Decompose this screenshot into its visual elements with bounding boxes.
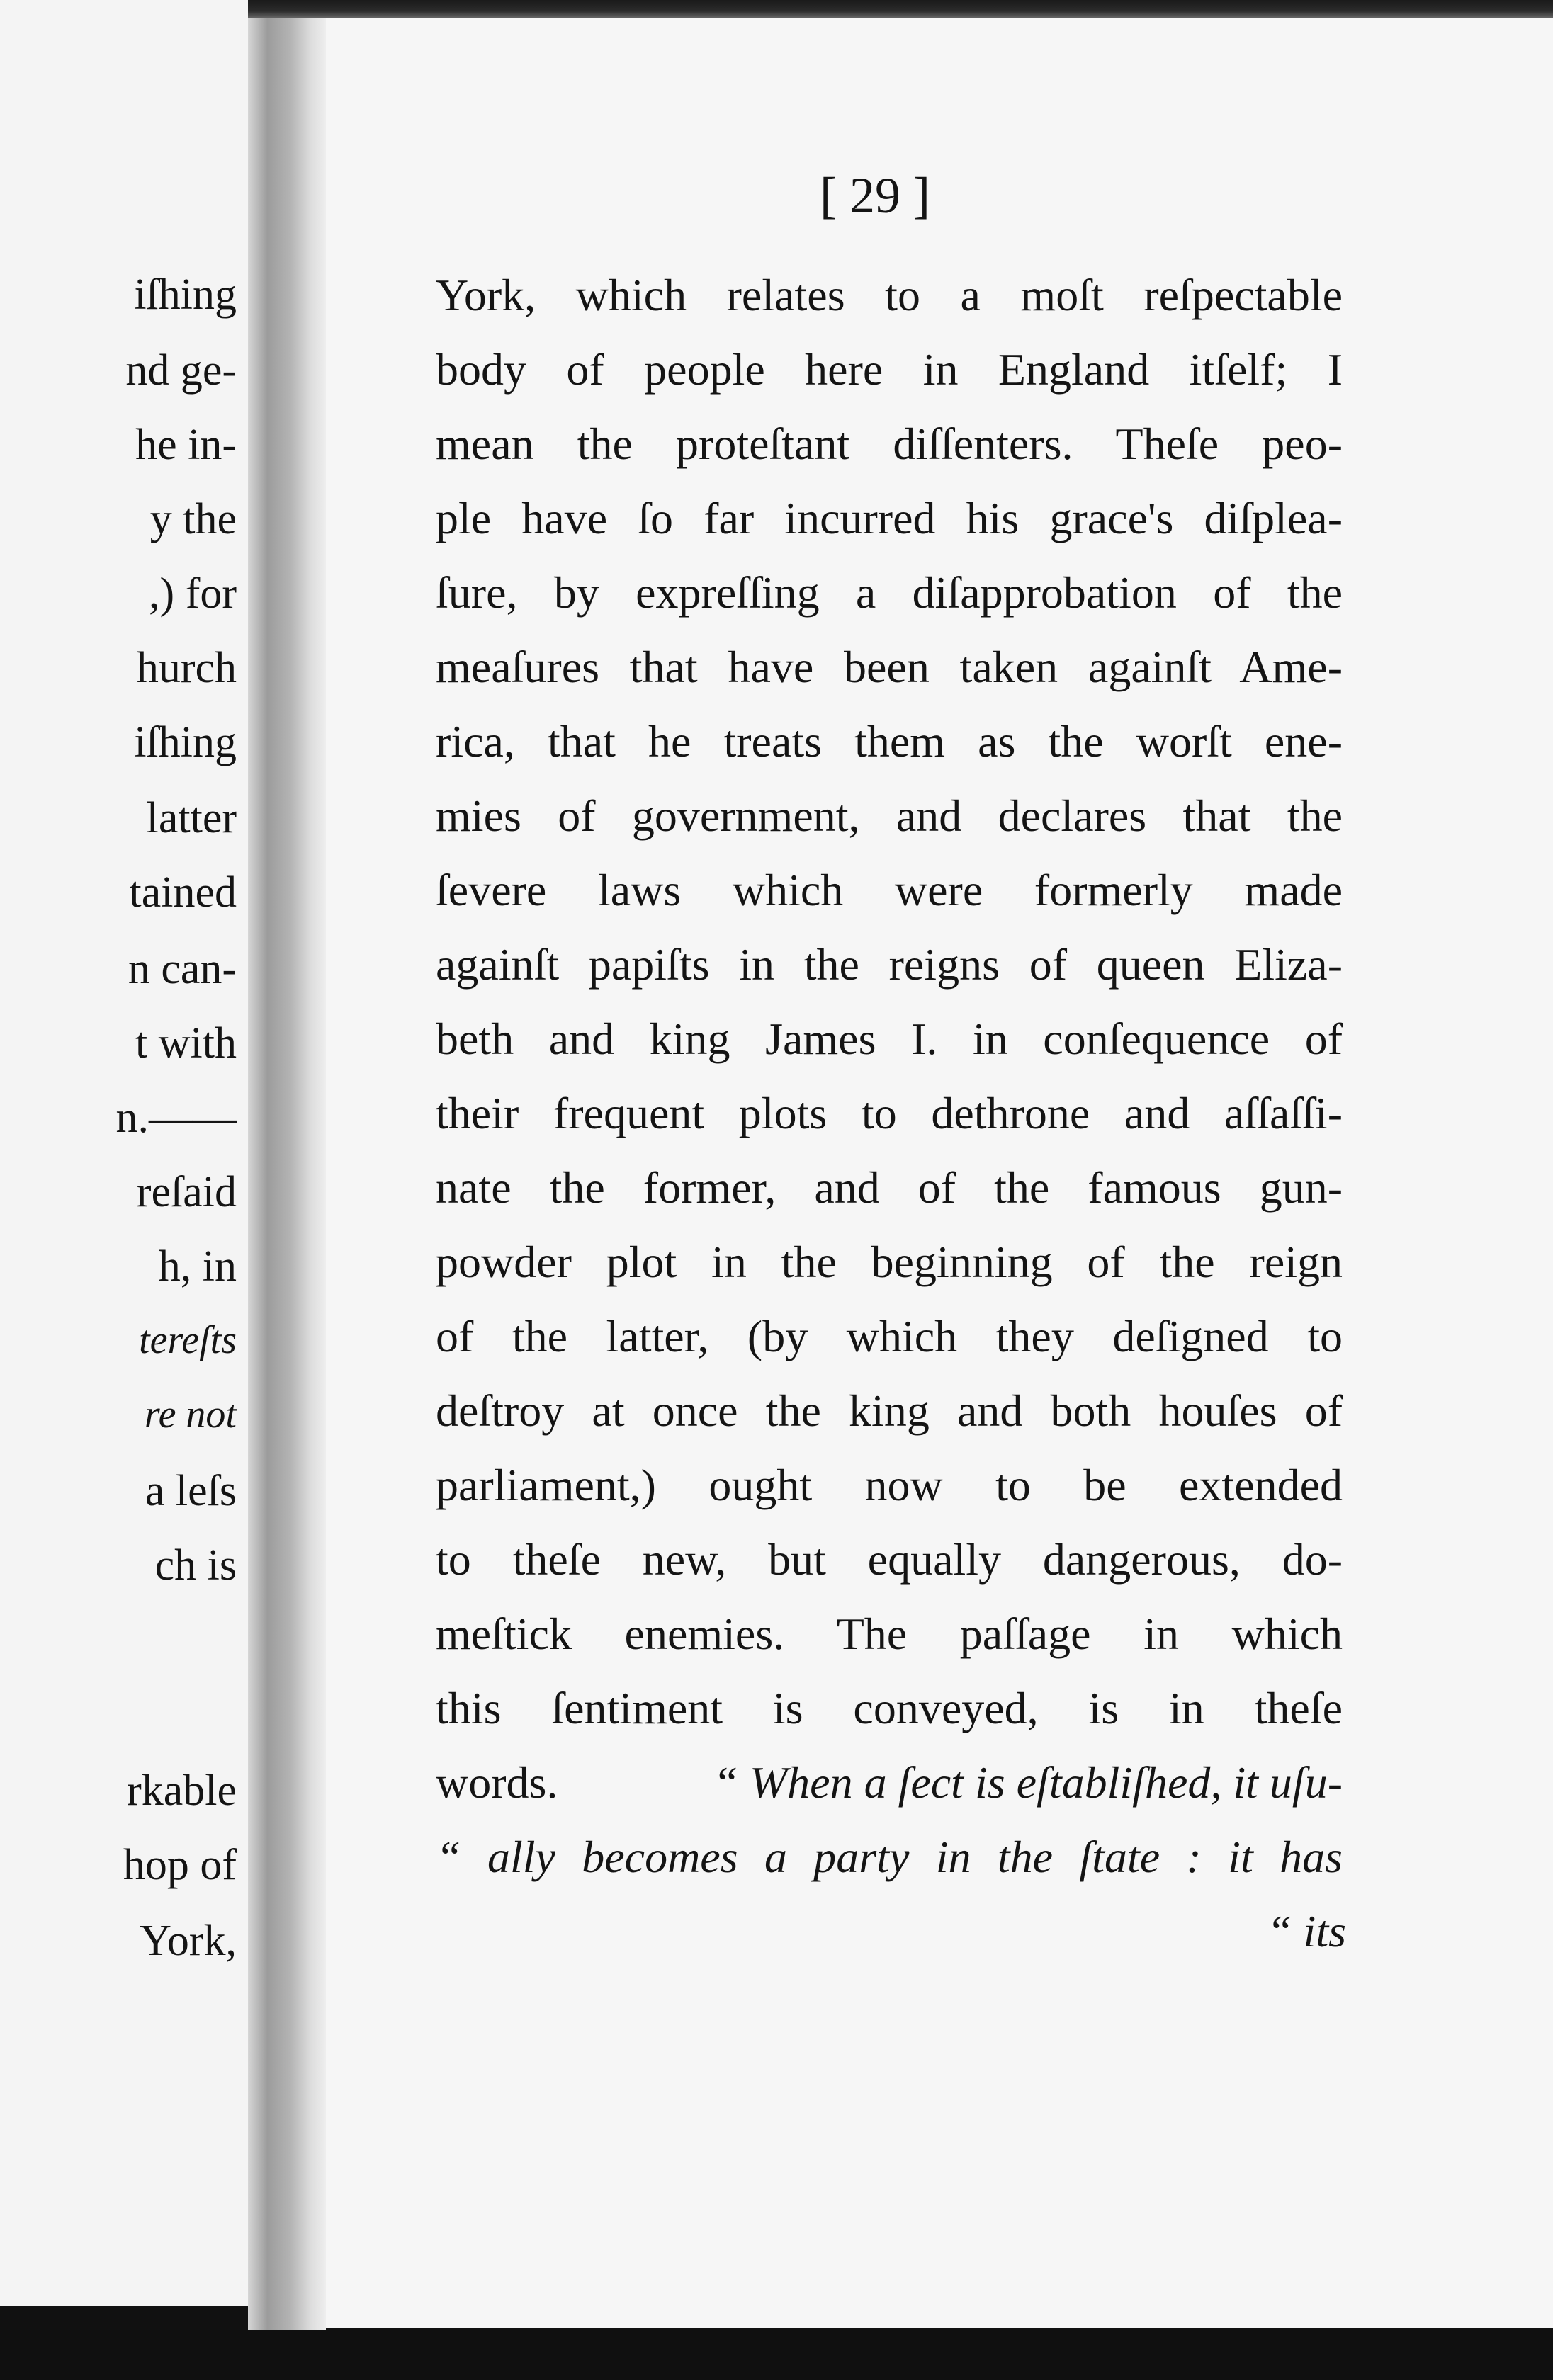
book-gutter <box>248 7 326 2330</box>
left-line: ch is <box>154 1541 237 1590</box>
quote-line: “ ally becomes a party in the ſtate : it has <box>436 1832 1343 1882</box>
left-page <box>0 0 249 2306</box>
left-line: he in- <box>135 421 237 469</box>
left-line: ,) for <box>149 570 237 618</box>
left-line: t with <box>135 1019 237 1067</box>
left-line: nd ge- <box>125 346 237 395</box>
body-line: this ſentiment is conveyed, is in theſe <box>436 1683 1343 1733</box>
catchword: “ its <box>1266 1906 1346 1956</box>
left-line: a leſs <box>145 1467 237 1515</box>
left-line: hurch <box>136 644 237 692</box>
body-line: ſure, by expreſſing a diſapprobation of the <box>436 567 1343 618</box>
scan-bottom-edge <box>0 2330 1553 2380</box>
body-line: mies of government, and declares that the <box>436 790 1343 841</box>
left-line: latter <box>146 794 237 842</box>
body-line: rica, that he treats them as the worſt ene- <box>436 716 1343 766</box>
quote-line <box>436 1757 1343 1808</box>
left-line: n can- <box>128 945 237 993</box>
left-line: reſaid <box>136 1168 237 1216</box>
body-line: nate the former, and of the famous gun- <box>436 1162 1343 1213</box>
body-line: meſtick enemies. The paſſage in which <box>436 1609 1343 1659</box>
left-line: iſhing <box>134 718 237 766</box>
body-line: againſt papiſts in the reigns of queen Eliza- <box>436 939 1343 990</box>
body-line: to theſe new, but equally dangerous, do- <box>436 1534 1343 1585</box>
left-line: tained <box>129 868 237 917</box>
body-line: ple have ſo far incurred his grace's diſplea- <box>436 493 1343 543</box>
body-line: meaſures that have been taken againſt Ame- <box>436 642 1343 692</box>
body-line: their frequent plots to dethrone and aſſaſſi- <box>436 1088 1343 1138</box>
left-line: iſhing <box>134 271 237 319</box>
body-line: mean the proteſtant diſſenters. Theſe peo- <box>436 419 1343 469</box>
quote-lead-text: words. <box>436 1757 558 1808</box>
body-line: of the latter, (by which they deſigned to <box>436 1311 1343 1361</box>
left-line: rkable <box>127 1767 237 1815</box>
left-line: y the <box>149 495 237 543</box>
body-line: powder plot in the beginning of the reign <box>436 1237 1343 1287</box>
left-line: h, in <box>158 1242 237 1291</box>
left-line: hop of <box>123 1841 237 1889</box>
body-line: ſevere laws which were formerly made <box>436 865 1343 915</box>
body-line: parliament,) ought now to be extended <box>436 1460 1343 1510</box>
body-line: deſtroy at once the king and both houſes of <box>436 1386 1343 1436</box>
quote-italic-text: “ When a ſect is eſtabliſhed, it uſu- <box>713 1757 1343 1808</box>
page-number: [ 29 ] <box>820 167 930 224</box>
body-line: beth and king James I. in conſequence of <box>436 1014 1343 1064</box>
page-top-edge <box>248 0 1553 18</box>
left-line: re not <box>144 1393 237 1436</box>
left-line: tereſts <box>139 1318 237 1362</box>
left-line: York, <box>140 1917 237 1965</box>
body-line: York, which relates to a moſt reſpectable <box>436 270 1343 320</box>
body-line: body of people here in England itſelf; I <box>436 344 1343 395</box>
left-line: n.—— <box>115 1094 237 1142</box>
